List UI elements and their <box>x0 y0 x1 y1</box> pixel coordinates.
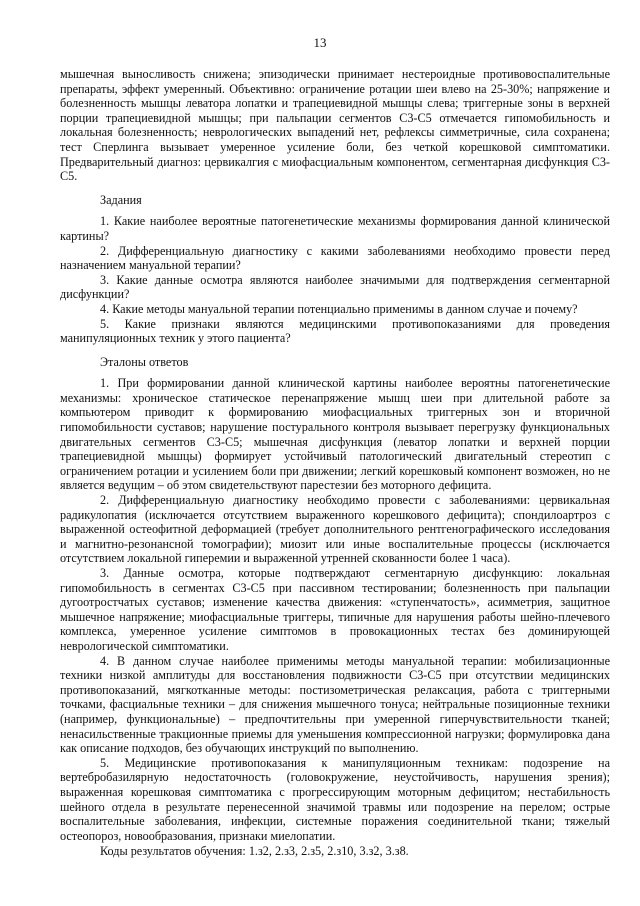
tasks-heading: Задания <box>100 192 142 207</box>
learning-outcome-codes: Коды результатов обучения: 1.з2, 2.з3, 2.з5, 2.з10, 3.з2, 3.з8. <box>100 844 409 859</box>
answer-item: 2. Дифференциальную диагностику необходимо провести с заболеваниями: цервикальная радикулопатия (исключается отсутствием выраженного корешкового дефицита); спондилоартроз с выраженной остеофитной деформацией (требует дополнительного рентгенографического исследования и магнитно-резонансной томографии); миозит или иные воспалительные процессы (исключается отсутствием локальной гиперемии и выраженной утренней скованности более 1 часа). <box>60 493 610 566</box>
answers-heading: Эталоны ответов <box>100 354 189 369</box>
task-item: 5. Какие признаки являются медицинскими противопоказаниями для проведения манипуляционных техник у этого пациента? <box>60 316 610 346</box>
page-number: 13 <box>313 35 327 50</box>
answer-item: 1. При формировании данной клинической картины наиболее вероятны патогенетические механизмы: хроническое статическое перенапряжение мышц шеи при длительной работе за компьютером приводит к формированию миофасциальных триггерных зон и вторичной гипомобильности суставов; нарушение постурального контроля вызывает перегрузку функциональных двигательных сегментов С3-С5; мышечная дисфункция (леватор лопатки и верхней порции трапециевидной мышцы) формирует устойчивый патологический двигательный стереотип с ограничением ротации и усилением боли при движении; легкий корешковый компонент возможен, но не является ведущим – об этом свидетельствуют парестезии без моторного дефицита. <box>60 376 610 493</box>
task-item: 1. Какие наиболее вероятные патогенетические механизмы формирования данной клинической картины? <box>60 214 610 243</box>
answer-item: 5. Медицинские противопоказания к манипуляционным техникам: подозрение на вертебробазилярную недостаточность (головокружение, неустойчивость, нарушения зрения); выраженная корешковая симптоматика с прогрессирующим моторным дефицитом; нестабильность шейного отдела в результате перенесенной значимой травмы или подозрение на перелом; острые воспалительные заболевания, инфекции, системные поражения соединительной ткани; тяжелый остеопороз, новообразования, признаки миелопатии. <box>60 755 610 843</box>
task-item: 4. Какие методы мануальной терапии потенциально применимы в данном случае и почему? <box>100 301 578 316</box>
task-item: 3. Какие данные осмотра являются наиболее значимыми для подтверждения сегментарной дисфункции? <box>60 272 610 302</box>
page-content <box>60 67 610 859</box>
answer-item: 4. В данном случае наиболее применимы методы мануальной терапии: мобилизационные техники низкой амплитуды для восстановления подвижности С3-С5 при отсутствии медицинских противопоказаний, мягкотканные методы: постизометрическая релаксация, работа с триггерными точками, фасциальные техники – для снижения мышечного тонуса; нейтральные позиционные техники (например, функциональные) – предпочтительны при умеренной гиперчувствительности тканей; ненасильственные тракционные приемы для уменьшения компрессионной нагрузки; формулировка дана как описание подходов, без обучающих инструкций по выполнению. <box>60 653 610 756</box>
case-description-continuation: мышечная выносливость снижена; эпизодически принимает нестероидные противовоспалительные препараты, эффект умеренный. Объективно: ограничение ротации шеи влево на 25-30%; напряжение и болезненность мышцы леватора лопатки и трапециевидной мышцы слева; триггерные зоны в верхней порции трапециевидной мышцы; при пальпации сегментов С3-С5 отмечается гипомобильность и локальная болезненность; неврологических выпадений нет, рефлексы симметричные, сила сохранена; тест Сперлинга вызывает умеренное усиление боли, без четкой корешковой симптоматики. Предварительный диагноз: цервикалгия с миофасциальным компонентом, сегментарная дисфункция С3-С5. <box>60 67 610 184</box>
task-item: 2. Дифференциальную диагностику с какими заболеваниями необходимо провести перед назначением мануальной терапии? <box>60 243 610 273</box>
answer-item: 3. Данные осмотра, которые подтверждают сегментарную дисфункцию: локальная гипомобильность в сегментах С3-С5 при пассивном тестировании; болезненность при пальпации дугоотростчатых суставов; изменение качества движения: «ступенчатость», асимметрия, защитное мышечное напряжение; миофасциальные триггеры, типичные для нарушения работы шейно-плечевого комплекса, умеренное усиление симптомов в провокационных тестах без доминирующей неврологической симптоматики. <box>60 566 610 653</box>
